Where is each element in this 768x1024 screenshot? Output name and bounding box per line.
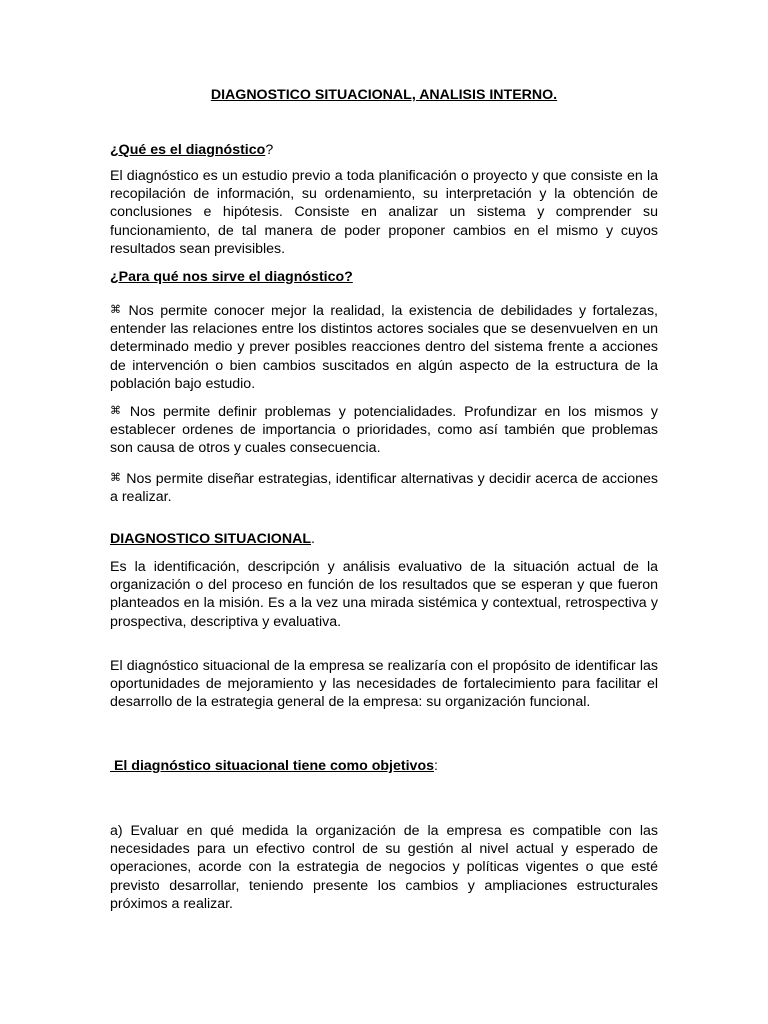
section-heading-diagnostico-situacional — [110, 530, 315, 548]
bullet-text: Nos permite diseñar estrategias, identificar alternativas y decidir acerca de acciones a realizar. — [110, 471, 658, 506]
section-heading-suffix: . — [311, 531, 315, 547]
paragraph-definition: El diagnóstico es un estudio previo a toda planificación o proyecto y que consiste en la recopilación de información, su ordenamiento, su interpretación y la obtención de conclusiones e hipótesis. Consiste en analizar un sistema y comprender su funcionamiento, de tal manera de poder proponer cambios en el mismo y cuyos resultados sean previsibles. — [110, 168, 658, 257]
section-heading-suffix: : — [434, 758, 438, 774]
bullet-item — [110, 469, 658, 506]
section-heading-text: El diagnóstico situacional tiene como objetivos — [110, 758, 435, 774]
document-title: DIAGNOSTICO SITUACIONAL, ANALISIS INTERNO. — [210, 87, 558, 103]
section-heading-que-es — [110, 141, 273, 159]
paragraph-objetivo-a: a) Evaluar en qué medida la organización de la empresa es compatible con las necesidades para un efectivo control de su gestión al nivel actual y esperado de operaciones, acorde con la estrategia de negocios y políticas vigentes o que esté previsto desarrollar, teniendo presente los cambios y ampliaciones estructurales próximos a realizar. — [110, 823, 658, 912]
paragraph-identificacion: Es la identificación, descripción y análisis evaluativo de la situación actual de la organización o del proceso en función de los resultados que se esperan y que fueron planteados en la misión. Es a la vez una mirada sistémica y contextual, retrospectiva y prospectiva, descriptiva y evaluativa. — [110, 559, 658, 630]
paragraph-proposito: El diagnóstico situacional de la empresa se realizaría con el propósito de identificar las oportunidades de mejoramiento y las necesidades de fortalecimiento para facilitar el desarrollo de la estrategia general de la empresa: su organización funcional. — [110, 658, 658, 711]
section-heading-text: ¿Para qué nos sirve el diagnóstico? — [110, 269, 353, 285]
section-heading-suffix: ? — [265, 142, 274, 158]
section-heading-text: DIAGNOSTICO SITUACIONAL — [110, 531, 311, 547]
bullet-text: Nos permite definir problemas y potencialidades. Profundizar en los mismos y establecer ordenes de importancia o prioridades, como así también que problemas son causa de otros y cuales consecuencia. — [110, 404, 658, 457]
bullet-text: Nos permite conocer mejor la realidad, la existencia de debilidades y fortalezas, entender las relaciones entre los distintos actores sociales que se desenvuelven en un determinado medio y prever posibles reacciones dentro del sistema frente a acciones de intervención o bien cambios suscitados en algún aspecto de la estructura de la población bajo estudio. — [110, 303, 658, 392]
bullet-icon: ⌘ — [110, 405, 121, 417]
bullet-item — [110, 301, 658, 393]
section-heading-text: ¿Qué es el diagnóstico — [110, 142, 266, 158]
section-heading-objetivos — [110, 757, 438, 775]
bullet-icon: ⌘ — [110, 472, 121, 484]
bullet-icon: ⌘ — [110, 304, 121, 316]
bullet-item — [110, 402, 658, 458]
section-heading-para-que — [110, 268, 353, 286]
